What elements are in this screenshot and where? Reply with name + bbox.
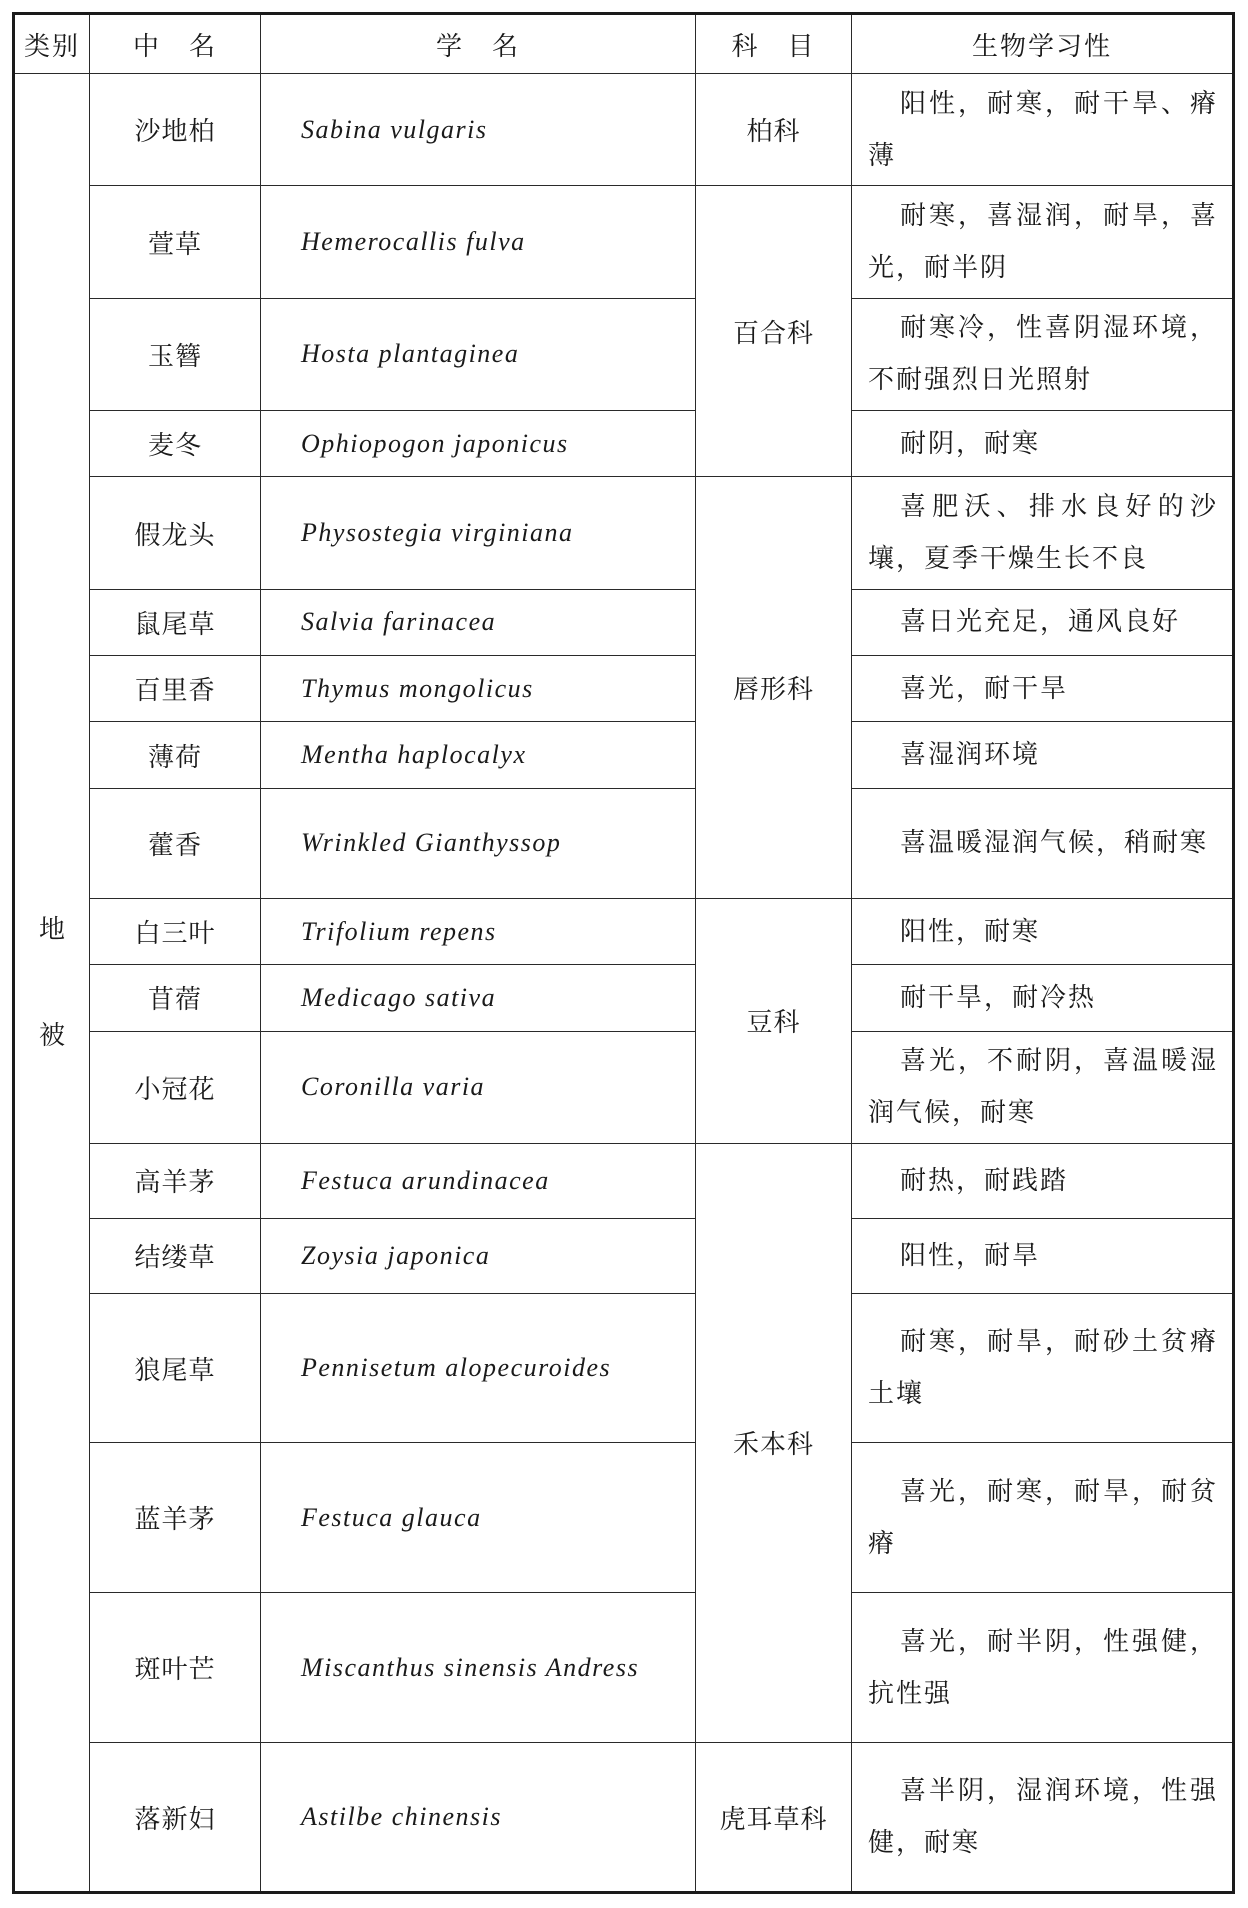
sci-name-cell: Mentha haplocalyx (261, 722, 696, 788)
table-row (14, 74, 1234, 186)
table-row (14, 1143, 1234, 1218)
sci-name-cell: Trifolium repens (261, 898, 696, 964)
sci-name-cell: Medicago sativa (261, 965, 696, 1031)
sci-name-cell: Miscanthus sinensis Andress (261, 1593, 696, 1743)
table-row (14, 186, 1234, 298)
table-row (14, 788, 1234, 898)
category-line-1: 地 (38, 914, 65, 945)
cn-name-cell: 薄荷 (90, 722, 261, 788)
sci-name-cell: Hosta plantaginea (261, 298, 696, 410)
sci-name-cell: Salvia farinacea (261, 589, 696, 655)
table-row (14, 1743, 1234, 1893)
cn-name-cell: 假龙头 (90, 477, 261, 589)
family-cell: 唇形科 (696, 477, 852, 899)
header-habit: 生物学习性 (852, 14, 1234, 74)
plant-table (12, 12, 1235, 1894)
sci-name-cell: Sabina vulgaris (261, 74, 696, 186)
habit-cell: 喜肥沃、排水良好的沙壤，夏季干燥生长不良 (852, 477, 1234, 589)
plant-table-container (12, 12, 1232, 1894)
cn-name-cell: 萱草 (90, 186, 261, 298)
habit-cell: 喜光，耐半阴，性强健，抗性强 (852, 1593, 1234, 1743)
habit-cell: 喜湿润环境 (852, 722, 1234, 788)
table-row (14, 1443, 1234, 1593)
sci-name-cell: Festuca glauca (261, 1443, 696, 1593)
cn-name-cell: 高羊茅 (90, 1143, 261, 1218)
cn-name-cell: 斑叶芒 (90, 1593, 261, 1743)
category-line-2: 被 (38, 1020, 65, 1051)
habit-cell: 喜半阴，湿润环境，性强健，耐寒 (852, 1743, 1234, 1893)
table-row (14, 1293, 1234, 1443)
cn-name-cell: 麦冬 (90, 411, 261, 477)
family-cell: 禾本科 (696, 1143, 852, 1742)
habit-cell: 喜光，不耐阴，喜温暖湿润气候，耐寒 (852, 1031, 1234, 1143)
table-row (14, 656, 1234, 722)
family-cell: 虎耳草科 (696, 1743, 852, 1893)
habit-cell: 喜温暖湿润气候，稍耐寒 (852, 788, 1234, 898)
header-sci-name: 学 名 (261, 14, 696, 74)
habit-cell: 阳性，耐旱 (852, 1218, 1234, 1293)
habit-cell: 耐寒，耐旱，耐砂土贫瘠土壤 (852, 1293, 1234, 1443)
habit-cell: 耐热，耐践踏 (852, 1143, 1234, 1218)
habit-cell: 耐阴，耐寒 (852, 411, 1234, 477)
habit-cell: 耐寒冷，性喜阴湿环境，不耐强烈日光照射 (852, 298, 1234, 410)
header-cn-name: 中 名 (90, 14, 261, 74)
cn-name-cell: 蓝羊茅 (90, 1443, 261, 1593)
sci-name-cell: Coronilla varia (261, 1031, 696, 1143)
cn-name-cell: 小冠花 (90, 1031, 261, 1143)
habit-cell: 耐干旱，耐冷热 (852, 965, 1234, 1031)
family-cell: 百合科 (696, 186, 852, 477)
habit-cell: 喜日光充足，通风良好 (852, 589, 1234, 655)
habit-cell: 喜光，耐干旱 (852, 656, 1234, 722)
sci-name-cell: Wrinkled Gianthyssop (261, 788, 696, 898)
table-row (14, 411, 1234, 477)
cn-name-cell: 藿香 (90, 788, 261, 898)
cn-name-cell: 苜蓿 (90, 965, 261, 1031)
sci-name-cell: Physostegia virginiana (261, 477, 696, 589)
sci-name-cell: Astilbe chinensis (261, 1743, 696, 1893)
header-family: 科 目 (696, 14, 852, 74)
habit-cell: 喜光，耐寒，耐旱，耐贫瘠 (852, 1443, 1234, 1593)
sci-name-cell: Hemerocallis fulva (261, 186, 696, 298)
header-category: 类别 (14, 14, 90, 74)
table-row (14, 1593, 1234, 1743)
table-row (14, 898, 1234, 964)
sci-name-cell: Zoysia japonica (261, 1218, 696, 1293)
sci-name-cell: Festuca arundinacea (261, 1143, 696, 1218)
header-row (14, 14, 1234, 74)
cn-name-cell: 玉簪 (90, 298, 261, 410)
cn-name-cell: 百里香 (90, 656, 261, 722)
table-row (14, 1031, 1234, 1143)
category-cell (14, 74, 90, 1893)
cn-name-cell: 结缕草 (90, 1218, 261, 1293)
family-cell: 柏科 (696, 74, 852, 186)
table-row (14, 589, 1234, 655)
table-row (14, 477, 1234, 589)
cn-name-cell: 落新妇 (90, 1743, 261, 1893)
cn-name-cell: 鼠尾草 (90, 589, 261, 655)
habit-cell: 阳性，耐寒 (852, 898, 1234, 964)
table-row (14, 298, 1234, 410)
cn-name-cell: 沙地柏 (90, 74, 261, 186)
table-row (14, 1218, 1234, 1293)
habit-cell: 耐寒，喜湿润，耐旱，喜光，耐半阴 (852, 186, 1234, 298)
sci-name-cell: Pennisetum alopecuroides (261, 1293, 696, 1443)
cn-name-cell: 狼尾草 (90, 1293, 261, 1443)
table-row (14, 965, 1234, 1031)
table-row (14, 722, 1234, 788)
family-cell: 豆科 (696, 898, 852, 1143)
habit-cell: 阳性，耐寒，耐干旱、瘠薄 (852, 74, 1234, 186)
sci-name-cell: Thymus mongolicus (261, 656, 696, 722)
sci-name-cell: Ophiopogon japonicus (261, 411, 696, 477)
cn-name-cell: 白三叶 (90, 898, 261, 964)
